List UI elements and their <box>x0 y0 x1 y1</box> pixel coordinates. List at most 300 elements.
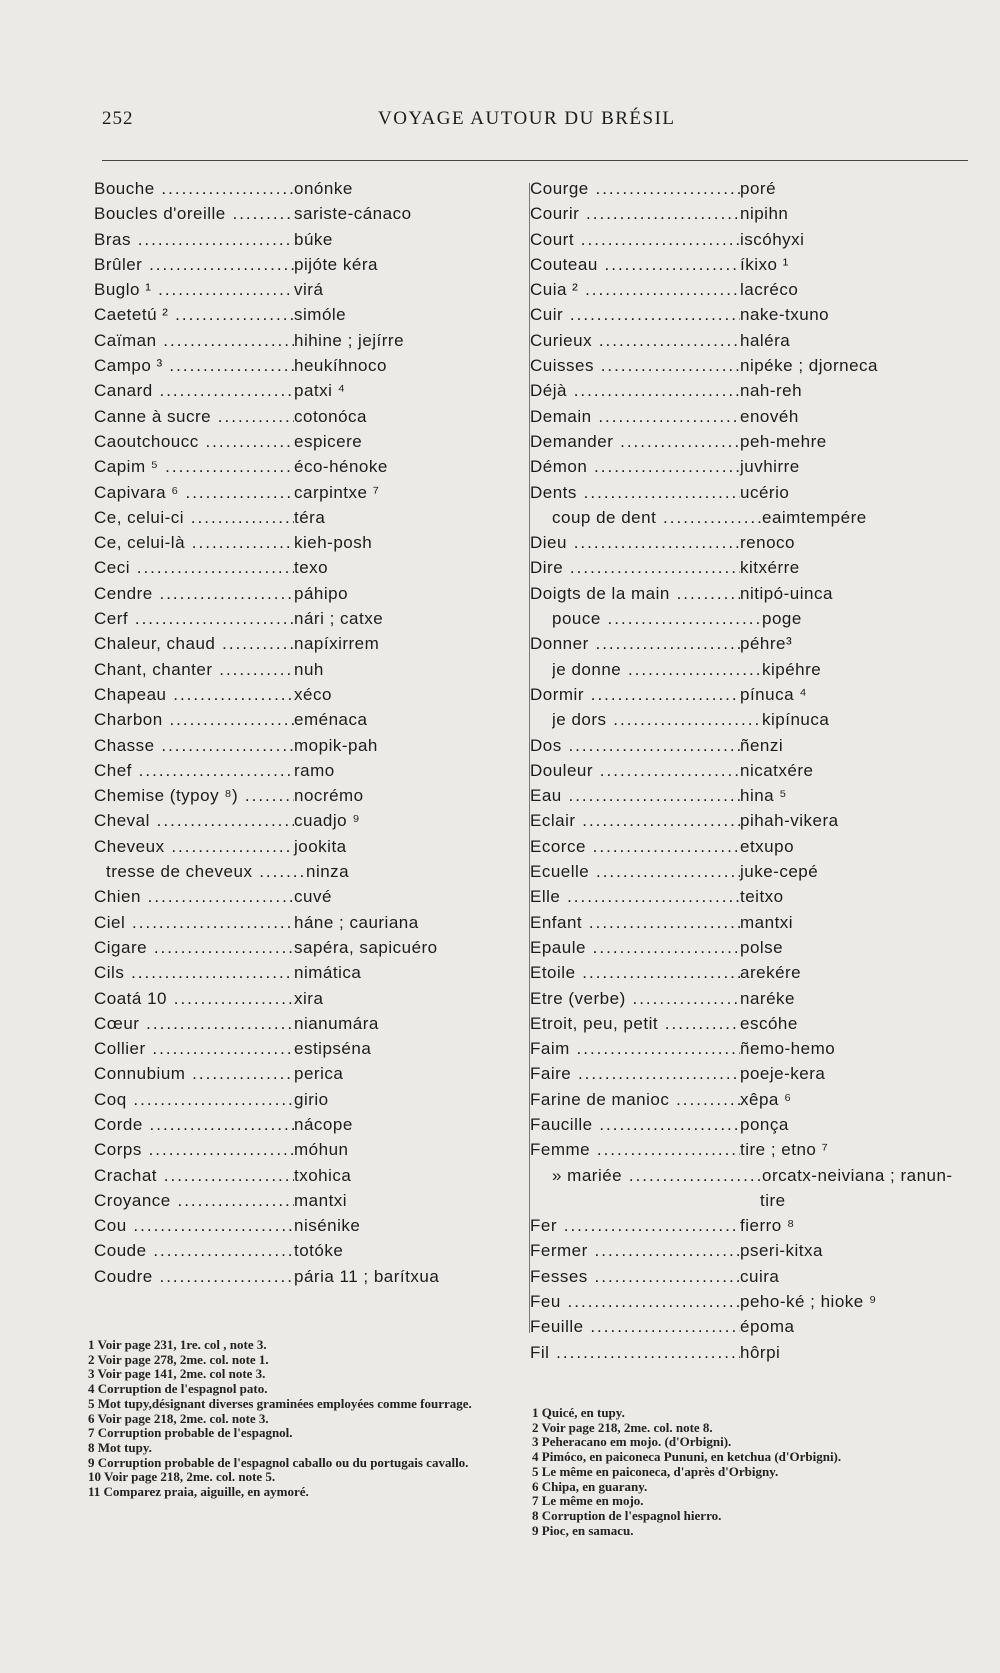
french-term: je dors ..... <box>552 707 762 732</box>
native-term: péhre³ <box>740 634 793 654</box>
french-term: Eclair ..... <box>530 808 740 833</box>
native-term: eaimtempére <box>762 507 867 527</box>
native-term: texo <box>294 558 329 578</box>
vocabulary-entry <box>530 277 970 302</box>
vocabulary-entry <box>80 378 510 403</box>
vocabulary-entry <box>80 960 510 985</box>
vocabulary-entry <box>80 1036 510 1061</box>
french-term: Coudre ..... <box>94 1264 294 1289</box>
vocabulary-entry <box>80 1137 510 1162</box>
french-term: pouce ..... <box>552 606 762 631</box>
french-term: Court ..... <box>530 227 740 252</box>
footnote: 1 Voir page 231, 1re. col , note 3. <box>88 1337 267 1352</box>
french-term: Coatá 10 ..... <box>94 986 294 1011</box>
native-term: nianumára <box>294 1013 379 1033</box>
french-term: Croyance ..... <box>94 1188 294 1213</box>
native-term: virá <box>294 280 324 300</box>
french-term: Coq ..... <box>94 1087 294 1112</box>
footnote: 11 Comparez praia, aiguille, en aymoré. <box>88 1484 309 1500</box>
native-term: poré <box>740 179 777 198</box>
footnote: 6 Chipa, en guarany. <box>532 1478 648 1494</box>
native-term: kieh-posh <box>294 533 373 553</box>
french-term: Bouche ..... <box>94 176 294 201</box>
footnote: 6 Voir page 218, 2me. col. note 3. <box>88 1410 269 1426</box>
native-term: xira <box>294 988 324 1008</box>
vocabulary-entry <box>80 1188 510 1213</box>
vocabulary-entry <box>80 935 510 960</box>
french-term: Feu ..... <box>530 1289 740 1314</box>
french-term: Demander ..... <box>530 429 740 454</box>
native-term: époma <box>740 1317 795 1337</box>
native-term: perica <box>294 1064 344 1084</box>
vocabulary-entry <box>80 454 510 479</box>
vocabulary-entry <box>80 1061 510 1086</box>
french-term: Chien ..... <box>94 884 294 909</box>
native-term: lacréco <box>740 280 799 300</box>
french-term: Cheval ..... <box>94 808 294 833</box>
french-term: Connubium ..... <box>94 1061 294 1086</box>
footnote: 4 Pimóco, en paiconeca Pununi, en ketchua (d'Orbigni). <box>532 1449 842 1465</box>
vocabulary-entry <box>80 429 510 454</box>
native-term: nácope <box>294 1114 353 1134</box>
french-term: Chemise (typoy ⁸) ..... <box>94 783 294 808</box>
native-term: fierro ⁸ <box>740 1216 795 1236</box>
french-term: Cuia ² ..... <box>530 277 740 302</box>
footnote: 9 Pioc, en samacu. <box>532 1522 634 1538</box>
native-term: kipínuca <box>762 710 830 730</box>
footnote: 9 Corruption probable de l'espagnol caballo ou du portugais cavallo. <box>88 1454 469 1470</box>
native-term: jookita <box>294 836 347 856</box>
native-term: espicere <box>294 431 363 451</box>
page-header <box>102 108 972 138</box>
vocabulary-entry <box>80 657 510 682</box>
french-term: Cils ..... <box>94 960 294 985</box>
french-term: Demain ..... <box>530 404 740 429</box>
footnote: 5 Mot tupy,désignant diverses graminées employées comme fourrage. <box>88 1395 472 1411</box>
native-term: ninza <box>306 862 350 882</box>
vocabulary-entry <box>80 581 510 606</box>
french-term: Cœur ..... <box>94 1011 294 1036</box>
french-term: Enfant ..... <box>530 910 740 935</box>
native-term: íkixo ¹ <box>740 254 789 274</box>
native-term: enovéh <box>740 406 799 426</box>
native-term: ramo <box>294 760 335 780</box>
native-term: nicatxére <box>740 760 814 780</box>
vocabulary-entry <box>80 808 510 833</box>
french-term: Etre (verbe) ..... <box>530 986 740 1011</box>
french-term: Ceci ..... <box>94 555 294 580</box>
french-term: Feuille ..... <box>530 1314 740 1339</box>
vocabulary-entry <box>530 480 970 505</box>
vocabulary-entry <box>530 935 970 960</box>
french-term: Buglo ¹ ..... <box>94 277 294 302</box>
native-term: onónke <box>294 179 353 198</box>
native-term: poge <box>762 609 802 629</box>
vocabulary-entry <box>530 505 970 530</box>
native-term: pihah-vikera <box>740 811 839 831</box>
native-term: kitxérre <box>740 558 800 578</box>
vocabulary-entry <box>530 1137 970 1162</box>
vocabulary-entry <box>80 707 510 732</box>
vocabulary-entry <box>530 429 970 454</box>
native-term: páhipo <box>294 583 349 603</box>
vocabulary-entry <box>80 1087 510 1112</box>
native-term: arekére <box>740 963 802 983</box>
vocabulary-entry <box>530 682 970 707</box>
vocabulary-entry <box>530 353 970 378</box>
native-term: éco-hénoke <box>294 457 388 477</box>
french-term: Elle ..... <box>530 884 740 909</box>
native-term: cuadjo ⁹ <box>294 811 361 831</box>
native-term: totóke <box>294 1241 344 1261</box>
vocabulary-entry <box>530 859 970 884</box>
vocabulary-entry <box>530 581 970 606</box>
vocabulary-entry <box>530 986 970 1011</box>
vocabulary-entry <box>80 682 510 707</box>
vocabulary-entry <box>80 1011 510 1036</box>
native-term: juke-cepé <box>740 862 819 882</box>
native-term: nitipó-uinca <box>740 583 833 603</box>
french-term: Fermer ..... <box>530 1238 740 1263</box>
french-term: Etoile ..... <box>530 960 740 985</box>
french-term: Collier ..... <box>94 1036 294 1061</box>
french-term: Chaleur, chaud ..... <box>94 631 294 656</box>
native-term: pseri-kitxa <box>740 1241 823 1261</box>
french-term: Faucille ..... <box>530 1112 740 1137</box>
vocabulary-entry <box>530 1314 970 1339</box>
native-term: hihine ; jejírre <box>294 330 405 350</box>
vocabulary-entry <box>530 960 970 985</box>
native-term: naréke <box>740 988 795 1008</box>
vocabulary-entry <box>80 1163 510 1188</box>
french-term: Dire ..... <box>530 555 740 580</box>
vocabulary-entry <box>530 834 970 859</box>
native-term: carpintxe ⁷ <box>294 482 380 502</box>
vocabulary-entry <box>80 176 510 201</box>
vocabulary-entry <box>530 884 970 909</box>
vocabulary-entry <box>530 1011 970 1036</box>
vocabulary-entry <box>530 1264 970 1289</box>
french-term: Dos ..... <box>530 733 740 758</box>
native-term: ñenzi <box>740 735 784 755</box>
native-term: cuira <box>740 1266 780 1286</box>
vocabulary-entry <box>530 1289 970 1314</box>
french-term: Chapeau ..... <box>94 682 294 707</box>
native-term: nocrémo <box>294 786 364 806</box>
native-term: eménaca <box>294 710 368 730</box>
footnote: 3 Voir page 141, 2me. col note 3. <box>88 1366 266 1382</box>
footnote: 8 Corruption de l'espagnol hierro. <box>532 1507 722 1523</box>
vocabulary-entry <box>80 227 510 252</box>
native-term: pária 11 ; barítxua <box>294 1266 440 1286</box>
native-term: poeje-kera <box>740 1064 826 1084</box>
native-term: polse <box>740 937 784 957</box>
french-term: Cuir ..... <box>530 302 740 327</box>
right-vocabulary-column <box>530 176 970 1365</box>
french-term: Faire ..... <box>530 1061 740 1086</box>
vocabulary-entry <box>530 378 970 403</box>
native-term: orcatx-neiviana ; ranun- <box>762 1165 953 1185</box>
french-term: » mariée ..... <box>552 1163 762 1188</box>
native-term: etxupo <box>740 836 795 856</box>
vocabulary-entry <box>530 201 970 226</box>
french-term: Farine de manioc ..... <box>530 1087 740 1112</box>
native-term: téra <box>294 507 326 527</box>
french-term: Dents ..... <box>530 480 740 505</box>
french-term: Caetetú ² ..... <box>94 302 294 327</box>
french-term: Bras ..... <box>94 227 294 252</box>
native-term: cuvé <box>294 887 332 907</box>
footnote: 2 Voir page 218, 2me. col. note 8. <box>532 1419 713 1435</box>
vocabulary-entry <box>530 302 970 327</box>
vocabulary-entry <box>80 404 510 429</box>
french-term: Curieux ..... <box>530 328 740 353</box>
native-term: tire <box>760 1190 786 1210</box>
french-term: Ce, celui-là ..... <box>94 530 294 555</box>
footnote: 7 Le même en mojo. <box>532 1493 644 1509</box>
french-term: Cendre ..... <box>94 581 294 606</box>
vocabulary-entry <box>530 733 970 758</box>
native-term: cotonóca <box>294 406 367 426</box>
french-term: Dormir ..... <box>530 682 740 707</box>
native-term: heukíhnoco <box>294 356 387 376</box>
vocabulary-entry <box>530 252 970 277</box>
vocabulary-entry <box>80 834 510 859</box>
french-term: Fil ..... <box>530 1340 740 1365</box>
vocabulary-entry <box>80 1238 510 1263</box>
french-term: Epaule ..... <box>530 935 740 960</box>
native-term: ponça <box>740 1114 789 1134</box>
native-term: peho-ké ; hioke ⁹ <box>740 1292 877 1312</box>
vocabulary-entry <box>530 707 970 732</box>
french-term: Ciel ..... <box>94 910 294 935</box>
native-term: ñemo-hemo <box>740 1039 836 1059</box>
vocabulary-entry <box>80 302 510 327</box>
vocabulary-entry <box>530 910 970 935</box>
footnote: 5 Le même en paiconeca, d'après d'Orbigny. <box>532 1463 779 1479</box>
native-term: nári ; catxe <box>294 609 384 629</box>
native-term: txohica <box>294 1165 352 1185</box>
native-term: nisénike <box>294 1216 361 1236</box>
french-term: Canne à sucre ..... <box>94 404 294 429</box>
vocabulary-entry <box>80 505 510 530</box>
native-term: renoco <box>740 533 795 553</box>
native-term: xéco <box>294 684 332 704</box>
french-term: Etroit, peu, petit ..... <box>530 1011 740 1036</box>
native-term: mantxi <box>740 912 794 932</box>
vocabulary-entry <box>80 252 510 277</box>
native-term: móhun <box>294 1140 349 1160</box>
native-term: xêpa ⁶ <box>740 1089 792 1109</box>
french-term: Fesses ..... <box>530 1264 740 1289</box>
vocabulary-entry <box>530 758 970 783</box>
vocabulary-entry <box>80 859 510 884</box>
native-term: háne ; cauriana <box>294 912 419 932</box>
french-term: Coude ..... <box>94 1238 294 1263</box>
french-term: Chasse ..... <box>94 733 294 758</box>
french-term: Couteau ..... <box>530 252 740 277</box>
native-term: sapéra, sapicuéro <box>294 937 438 957</box>
vocabulary-entry <box>80 480 510 505</box>
right-footnotes <box>532 1406 977 1538</box>
native-term: simóle <box>294 305 347 325</box>
vocabulary-entry <box>530 227 970 252</box>
vocabulary-entry <box>530 404 970 429</box>
vocabulary-entry <box>530 328 970 353</box>
french-term: Courir ..... <box>530 201 740 226</box>
native-term: patxi ⁴ <box>294 381 346 401</box>
vocabulary-entry <box>80 530 510 555</box>
vocabulary-entry <box>80 1213 510 1238</box>
native-term: tire ; etno ⁷ <box>740 1140 829 1160</box>
vocabulary-entry <box>80 1112 510 1137</box>
native-term: estipséna <box>294 1039 372 1059</box>
native-term: ucério <box>740 482 790 502</box>
vocabulary-entry <box>530 606 970 631</box>
french-term: Faim ..... <box>530 1036 740 1061</box>
vocabulary-entry <box>530 1112 970 1137</box>
vocabulary-entry <box>80 353 510 378</box>
french-term: Ecorce ..... <box>530 834 740 859</box>
french-term: Corde ..... <box>94 1112 294 1137</box>
native-term: hina ⁵ <box>740 786 787 806</box>
footnote: 1 Quicé, en tupy. <box>532 1405 625 1420</box>
native-term: teitxo <box>740 887 784 907</box>
native-term: juvhirre <box>740 457 800 477</box>
vocabulary-entry <box>80 783 510 808</box>
vocabulary-entry <box>530 530 970 555</box>
vocabulary-entry <box>530 1213 970 1238</box>
footnote: 7 Corruption probable de l'espagnol. <box>88 1425 293 1441</box>
french-term: Corps ..... <box>94 1137 294 1162</box>
french-term: Charbon ..... <box>94 707 294 732</box>
french-term: Dieu ..... <box>530 530 740 555</box>
french-term: tresse de cheveux ..... <box>106 859 306 884</box>
native-term: haléra <box>740 330 791 350</box>
native-term: búke <box>294 229 333 249</box>
french-term: Doigts de la main ..... <box>530 581 740 606</box>
footnote: 8 Mot tupy. <box>88 1439 152 1455</box>
vocabulary-entry <box>80 606 510 631</box>
french-term: coup de dent ..... <box>552 505 762 530</box>
french-term: Cigare ..... <box>94 935 294 960</box>
vocabulary-entry <box>530 1061 970 1086</box>
vocabulary-entry <box>530 454 970 479</box>
french-term: Brûler ..... <box>94 252 294 277</box>
vocabulary-entry <box>80 986 510 1011</box>
vocabulary-entry <box>530 555 970 580</box>
native-term: kipéhre <box>762 659 822 679</box>
french-term: Fer ..... <box>530 1213 740 1238</box>
vocabulary-entry <box>530 657 970 682</box>
native-term: mopik-pah <box>294 735 378 755</box>
french-term: Ce, celui-ci ..... <box>94 505 294 530</box>
native-term: pínuca ⁴ <box>740 684 808 704</box>
native-term: girio <box>294 1089 329 1109</box>
french-term: Caïman ..... <box>94 328 294 353</box>
vocabulary-entry <box>530 631 970 656</box>
left-vocabulary-column <box>80 176 510 1289</box>
vocabulary-entry <box>80 758 510 783</box>
footnote: 10 Voir page 218, 2me. col. note 5. <box>88 1469 276 1485</box>
french-term: Capim ⁵ ..... <box>94 454 294 479</box>
native-term: peh-mehre <box>740 431 827 451</box>
french-term: Eau ..... <box>530 783 740 808</box>
vocabulary-entry <box>80 631 510 656</box>
native-term: napíxirrem <box>294 634 380 654</box>
french-term: Crachat ..... <box>94 1163 294 1188</box>
french-term: Douleur ..... <box>530 758 740 783</box>
french-term: Femme ..... <box>530 1137 740 1162</box>
french-term: je donne ..... <box>552 657 762 682</box>
french-term: Donner ..... <box>530 631 740 656</box>
native-term: iscóhyxi <box>740 229 805 249</box>
french-term: Cerf ..... <box>94 606 294 631</box>
french-term: Campo ³ ..... <box>94 353 294 378</box>
french-term: Cheveux ..... <box>94 834 294 859</box>
vocabulary-entry <box>80 1264 510 1289</box>
french-term: Cuisses ..... <box>530 353 740 378</box>
native-term: nake-txuno <box>740 305 830 325</box>
native-term: nah-reh <box>740 381 803 401</box>
vocabulary-entry <box>530 1163 970 1188</box>
left-footnotes <box>88 1338 513 1500</box>
vocabulary-entry <box>80 328 510 353</box>
vocabulary-entry <box>80 733 510 758</box>
french-term: Caoutchoucc ..... <box>94 429 294 454</box>
native-term: nipihn <box>740 204 789 224</box>
vocabulary-entry <box>530 1238 970 1263</box>
footnote: 4 Corruption de l'espagnol pato. <box>88 1381 268 1397</box>
page-number: 252 <box>102 108 134 129</box>
native-term: mantxi <box>294 1190 348 1210</box>
vocabulary-entry <box>530 176 970 201</box>
vocabulary-entry <box>530 808 970 833</box>
french-term: Courge ..... <box>530 176 740 201</box>
footnote: 2 Voir page 278, 2me. col. note 1. <box>88 1351 269 1367</box>
header-rule <box>102 160 968 161</box>
footnote: 3 Peheracano em mojo. (d'Orbigni). <box>532 1434 732 1450</box>
vocabulary-entry <box>80 277 510 302</box>
vocabulary-entry <box>530 783 970 808</box>
native-term: nimática <box>294 963 362 983</box>
french-term: Démon ..... <box>530 454 740 479</box>
native-term: nuh <box>294 659 324 679</box>
native-term: escóhe <box>740 1013 798 1033</box>
vocabulary-entry <box>80 201 510 226</box>
french-term: Canard ..... <box>94 378 294 403</box>
vocabulary-entry <box>530 1188 970 1213</box>
vocabulary-entry <box>80 884 510 909</box>
french-term: Déjà ..... <box>530 378 740 403</box>
native-term: nipéke ; djorneca <box>740 356 878 376</box>
running-title: VOYAGE AUTOUR DU BRÉSIL <box>378 108 676 129</box>
french-term: Chef ..... <box>94 758 294 783</box>
native-term: hôrpi <box>740 1342 781 1362</box>
vocabulary-entry <box>530 1340 970 1365</box>
french-term: Capivara ⁶ ..... <box>94 480 294 505</box>
french-term: Ecuelle ..... <box>530 859 740 884</box>
native-term: pijóte kéra <box>294 254 378 274</box>
vocabulary-entry <box>530 1087 970 1112</box>
french-term: Boucles d'oreille ..... <box>94 201 294 226</box>
native-term: sariste-cánaco <box>294 204 412 224</box>
french-term: Chant, chanter ..... <box>94 657 294 682</box>
french-term: Cou ..... <box>94 1213 294 1238</box>
vocabulary-entry <box>80 910 510 935</box>
vocabulary-entry <box>80 555 510 580</box>
vocabulary-entry <box>530 1036 970 1061</box>
